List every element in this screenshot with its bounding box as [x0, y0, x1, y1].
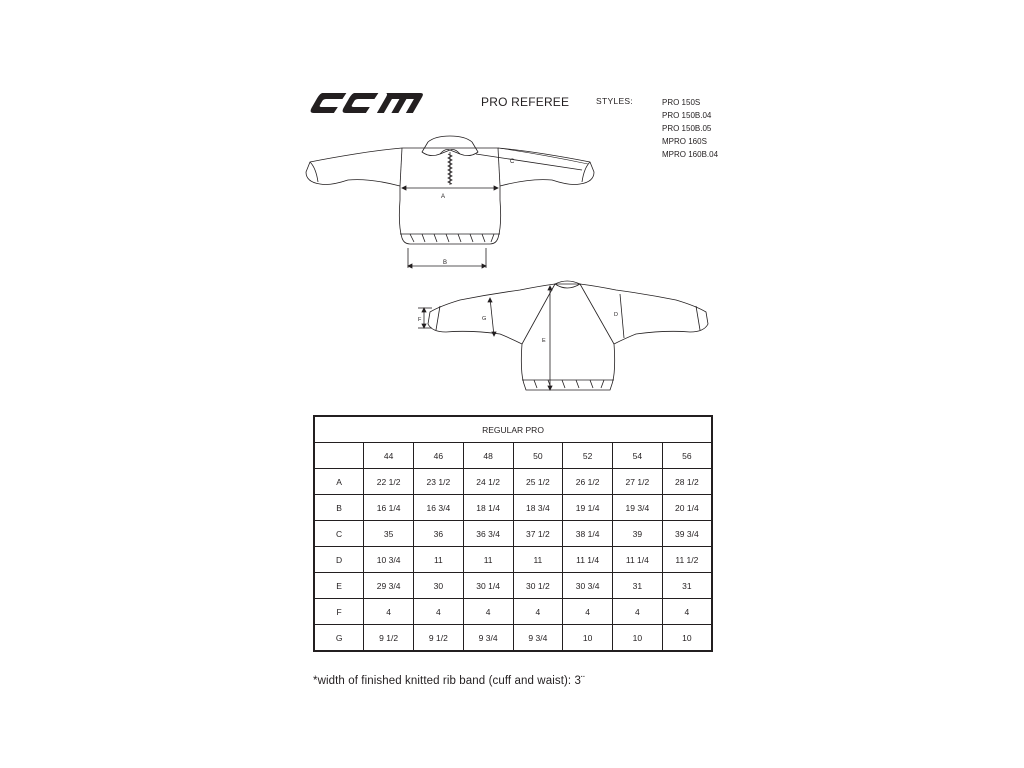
- table-cell: 18 3/4: [513, 495, 563, 521]
- table-row: [314, 599, 712, 625]
- table-cell: 31: [662, 573, 712, 599]
- table-cell: 9 1/2: [364, 625, 414, 652]
- table-cell: 28 1/2: [662, 469, 712, 495]
- table-cell: 30 3/4: [563, 573, 613, 599]
- table-cell: 4: [513, 599, 563, 625]
- style-item: PRO 150B.04: [662, 111, 712, 120]
- style-item: MPRO 160B.04: [662, 150, 719, 159]
- table-row: [314, 495, 712, 521]
- table-cell: 16 3/4: [414, 495, 464, 521]
- table-cell: 4: [662, 599, 712, 625]
- table-row: [314, 573, 712, 599]
- table-cell: 38 1/4: [563, 521, 613, 547]
- table-cell: 10: [613, 625, 663, 652]
- table-cell: 10: [563, 625, 613, 652]
- table-row: [314, 547, 712, 573]
- table-cell: 9 1/2: [414, 625, 464, 652]
- table-cell: 10: [662, 625, 712, 652]
- style-item: MPRO 160S: [662, 137, 707, 146]
- table-cell: 31: [613, 573, 663, 599]
- row-label: B: [314, 495, 364, 521]
- size-header: 44: [364, 443, 414, 469]
- table-row: [314, 521, 712, 547]
- table-caption: REGULAR PRO: [314, 416, 712, 443]
- row-label: D: [314, 547, 364, 573]
- label-b: B: [443, 260, 448, 266]
- row-label: G: [314, 625, 364, 652]
- size-header: 48: [463, 443, 513, 469]
- table-cell: 26 1/2: [563, 469, 613, 495]
- table-cell: 11 1/4: [563, 547, 613, 573]
- label-c: C: [510, 159, 515, 165]
- label-a: A: [441, 194, 446, 200]
- jersey-back-diagram: [410, 272, 725, 407]
- footnote: *width of finished knitted rib band (cuff and waist): 3¨: [313, 675, 585, 687]
- table-cell: 36: [414, 521, 464, 547]
- size-header: 50: [513, 443, 563, 469]
- table-cell: 18 1/4: [463, 495, 513, 521]
- table-cell: 36 3/4: [463, 521, 513, 547]
- size-header: 46: [414, 443, 464, 469]
- size-header: 54: [613, 443, 663, 469]
- styles-label: STYLES:: [596, 96, 634, 106]
- size-chart-table: [313, 415, 713, 652]
- style-item: PRO 150B.05: [662, 124, 712, 133]
- label-d: D: [614, 312, 618, 318]
- table-cell: 9 3/4: [463, 625, 513, 652]
- style-item: PRO 150S: [662, 98, 701, 107]
- table-cell: 11: [414, 547, 464, 573]
- corner-cell: [314, 443, 364, 469]
- table-cell: 25 1/2: [513, 469, 563, 495]
- table-cell: 11 1/4: [613, 547, 663, 573]
- table-cell: 4: [563, 599, 613, 625]
- table-cell: 22 1/2: [364, 469, 414, 495]
- table-cell: 39: [613, 521, 663, 547]
- table-cell: 19 3/4: [613, 495, 663, 521]
- table-cell: 10 3/4: [364, 547, 414, 573]
- label-f: F: [418, 317, 422, 323]
- row-label: E: [314, 573, 364, 599]
- product-title: PRO REFEREE: [481, 95, 570, 109]
- table-cell: 29 3/4: [364, 573, 414, 599]
- table-cell: 30 1/4: [463, 573, 513, 599]
- table-cell: 30 1/2: [513, 573, 563, 599]
- table-cell: 16 1/4: [364, 495, 414, 521]
- row-label: A: [314, 469, 364, 495]
- table-cell: 20 1/4: [662, 495, 712, 521]
- size-header-row: [314, 443, 712, 469]
- table-cell: 35: [364, 521, 414, 547]
- styles-list: [662, 96, 718, 161]
- jersey-front-diagram: [300, 130, 600, 275]
- label-e: E: [542, 338, 546, 344]
- row-label: F: [314, 599, 364, 625]
- table-cell: 4: [364, 599, 414, 625]
- size-header: 56: [662, 443, 712, 469]
- size-header: 52: [563, 443, 613, 469]
- table-cell: 39 3/4: [662, 521, 712, 547]
- table-cell: 11: [513, 547, 563, 573]
- table-cell: 24 1/2: [463, 469, 513, 495]
- table-cell: 23 1/2: [414, 469, 464, 495]
- table-cell: 11 1/2: [662, 547, 712, 573]
- table-cell: 30: [414, 573, 464, 599]
- table-cell: 19 1/4: [563, 495, 613, 521]
- row-label: C: [314, 521, 364, 547]
- table-cell: 4: [613, 599, 663, 625]
- table-cell: 37 1/2: [513, 521, 563, 547]
- table-row: [314, 625, 712, 652]
- ccm-logo: [310, 88, 425, 118]
- table-row: [314, 469, 712, 495]
- table-cell: 27 1/2: [613, 469, 663, 495]
- table-cell: 11: [463, 547, 513, 573]
- table-cell: 9 3/4: [513, 625, 563, 652]
- table-cell: 4: [463, 599, 513, 625]
- label-g: G: [482, 316, 487, 322]
- table-cell: 4: [414, 599, 464, 625]
